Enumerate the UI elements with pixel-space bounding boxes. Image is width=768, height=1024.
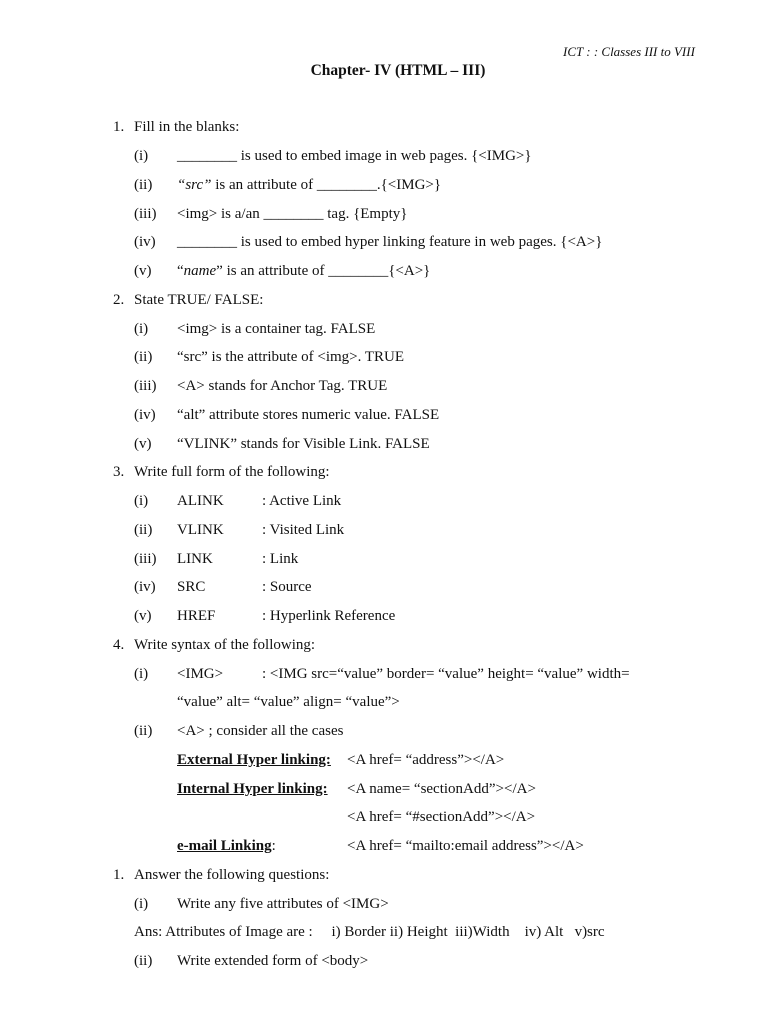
email-link-code: <A href= “mailto:email address”></A> [347, 838, 584, 854]
item-open-quote: “ [177, 263, 184, 279]
question-heading: State TRUE/ FALSE: [134, 292, 264, 308]
item-text: “VLINK” stands for Visible Link. FALSE [177, 436, 430, 452]
question-heading: Answer the following questions: [134, 867, 330, 883]
abbr-term: VLINK [177, 522, 224, 538]
email-link-label: e-mail Linking [177, 838, 272, 854]
abbr-definition: : Hyperlink Reference [262, 608, 396, 624]
question-heading: Write full form of the following: [134, 464, 330, 480]
question-number: 3. [113, 464, 125, 480]
item-text: Write any five attributes of <IMG> [177, 896, 389, 912]
item-roman: (v) [134, 263, 152, 279]
abbr-term: HREF [177, 608, 216, 624]
item-text: “src” is the attribute of <img>. TRUE [177, 349, 405, 365]
item-roman: (i) [134, 321, 149, 337]
abbr-term: SRC [177, 579, 206, 595]
question-heading: Fill in the blanks: [134, 119, 240, 135]
item-roman: (iv) [134, 234, 156, 250]
item-roman: (iii) [134, 206, 157, 222]
item-roman: (i) [134, 896, 149, 912]
item-text: Write extended form of <body> [177, 953, 369, 969]
item-text: ________ is used to embed hyper linking feature in web pages. {<A>} [177, 234, 603, 250]
abbr-term: ALINK [177, 493, 224, 509]
abbr-definition: : Active Link [262, 493, 342, 509]
external-link-code: <A href= “address”></A> [347, 752, 505, 768]
item-roman: (v) [134, 608, 152, 624]
item-roman: (ii) [134, 522, 153, 538]
abbr-definition: : Link [262, 551, 299, 567]
class-info-header: ICT : : Classes III to VIII [563, 44, 695, 59]
item-roman: (ii) [134, 177, 153, 193]
item-roman: (i) [134, 666, 149, 682]
page-title: Chapter- IV (HTML – III) [310, 62, 486, 79]
email-link-colon: : [271, 838, 276, 854]
item-rest: ” is an attribute of ________{<A>} [216, 263, 431, 279]
item-text: “alt” attribute stores numeric value. FALSE [177, 407, 440, 423]
internal-link-code: <A href= “#sectionAdd”></A> [347, 809, 536, 825]
item-roman: (i) [134, 493, 149, 509]
internal-link-code: <A name= “sectionAdd”></A> [347, 781, 536, 797]
item-roman: (ii) [134, 349, 153, 365]
item-text: <img> is a/an ________ tag. {Empty} [177, 206, 408, 222]
syntax-tag: <A> ; consider all the cases [177, 723, 344, 739]
item-roman: (i) [134, 148, 149, 164]
item-roman: (ii) [134, 723, 153, 739]
item-text [177, 176, 441, 194]
answer-text: Ans: Attributes of Image are : i) Border ii) Height iii)Width iv) Alt v)src [134, 924, 605, 940]
question-heading: Write syntax of the following: [134, 637, 316, 653]
item-roman: (ii) [134, 953, 153, 969]
item-roman: (v) [134, 436, 152, 452]
question-number: 1. [113, 119, 125, 135]
abbr-definition: : Visited Link [262, 522, 345, 538]
abbr-term: LINK [177, 551, 213, 567]
item-text: <A> stands for Anchor Tag. TRUE [177, 378, 388, 394]
item-rest: is an attribute of ________.{<IMG>} [211, 177, 442, 193]
syntax-code: : <IMG src=“value” border= “value” height= “value” width= [262, 666, 630, 682]
external-link-label: External Hyper linking: [177, 752, 331, 768]
item-roman: (iii) [134, 551, 157, 567]
abbr-definition: : Source [262, 579, 312, 595]
item-roman: (iv) [134, 579, 156, 595]
item-italic: “src” [177, 177, 212, 193]
item-text: ________ is used to embed image in web pages. {<IMG>} [177, 148, 532, 164]
syntax-code-continued: “value” alt= “value” align= “value”> [177, 694, 400, 710]
internal-link-label: Internal Hyper linking: [177, 781, 328, 797]
item-text: <img> is a container tag. FALSE [177, 321, 376, 337]
item-roman: (iii) [134, 378, 157, 394]
item-text [177, 262, 430, 280]
syntax-tag: <IMG> [177, 666, 224, 682]
email-link-heading [177, 837, 276, 855]
question-number: 4. [113, 637, 125, 653]
question-number: 2. [113, 292, 125, 308]
item-roman: (iv) [134, 407, 156, 423]
item-italic: name [183, 263, 217, 279]
question-number: 1. [113, 867, 125, 883]
